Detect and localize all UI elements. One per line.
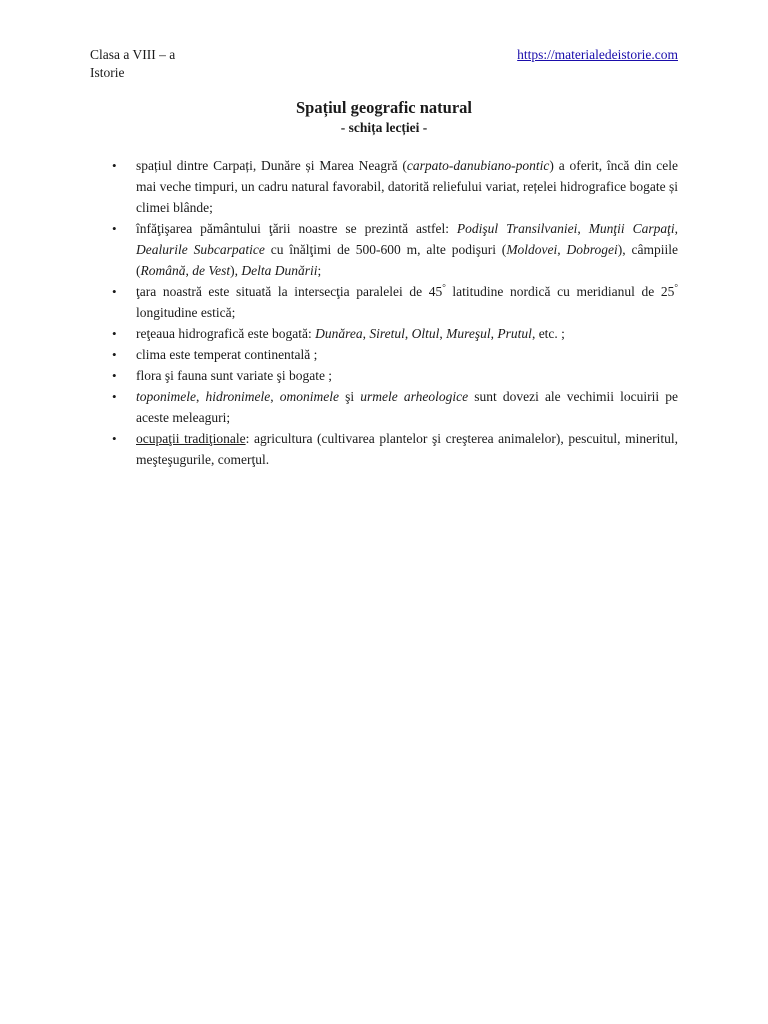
text: , <box>674 221 679 236</box>
underlined-term: ocupaţii tradiţionale <box>136 431 246 446</box>
text: , <box>270 389 280 404</box>
italic-term: Oltul <box>411 326 440 341</box>
italic-term: Dunărea <box>315 326 363 341</box>
italic-term: Mureşul <box>446 326 491 341</box>
text: sunt dovezi ale vechimii locuirii pe aceste meleaguri; <box>136 389 679 425</box>
text: ; <box>317 263 322 278</box>
list-item <box>112 428 678 470</box>
italic-term: urmele arheologice <box>360 389 469 404</box>
bullet-icon: • <box>112 221 117 236</box>
text: spațiul dintre Carpați, Dunăre și Marea Neagră ( <box>136 158 407 173</box>
document-subtitle: - schița lecției - <box>340 120 428 135</box>
header-class: Clasa a VIII – a <box>90 47 176 62</box>
text: , <box>196 389 206 404</box>
text: , <box>439 326 447 341</box>
italic-term: de Vest <box>192 263 231 278</box>
list-item <box>112 344 678 365</box>
bullet-icon: • <box>112 326 117 341</box>
bullet-icon: • <box>112 431 117 446</box>
text: longitudine estică; <box>136 305 236 320</box>
italic-term: Dealurile Subcarpatice <box>136 242 265 257</box>
text: latitudine nordică cu meridianul de 25 <box>445 284 675 299</box>
list-item <box>112 218 678 281</box>
text: clima este temperat continentală ; <box>136 347 318 362</box>
italic-term: Podişul Transilvaniei <box>456 221 578 236</box>
list-item <box>112 365 678 386</box>
text: : agricultura (cultivarea plantelor şi creşterea animalelor), pescuitul, mineritul, meşteşugurile, comerţul. <box>136 431 679 467</box>
header-subject: Istorie <box>90 65 125 80</box>
document-title: Spațiul geografic natural <box>296 98 472 117</box>
italic-term: Moldovei <box>506 242 558 257</box>
text: şi <box>338 389 361 404</box>
degree-sign: ° <box>674 282 678 293</box>
text: , <box>577 221 589 236</box>
text: , <box>490 326 498 341</box>
italic-term: Română <box>140 263 186 278</box>
text: ) a oferit, încă din cele mai veche timpuri, un cadru natural favorabil, datorită reliefului variat, rețelei hidrografice bogate și climei blânde; <box>136 158 678 215</box>
text: reţeaua hidrografică este bogată: <box>136 326 316 341</box>
text: flora şi fauna sunt variate şi bogate ; <box>136 368 333 383</box>
italic-term: Dobrogei <box>566 242 618 257</box>
italic-term: Siretul <box>369 326 405 341</box>
text: ), <box>230 263 242 278</box>
list-item <box>112 281 678 323</box>
italic-term: omonimele <box>279 389 339 404</box>
text: , <box>404 326 412 341</box>
text: ), câmpiile ( <box>136 242 678 278</box>
degree-sign: ° <box>442 282 446 293</box>
list-item <box>112 323 678 344</box>
italic-term: Prutul <box>497 326 532 341</box>
italic-term: carpato-danubiano-pontic <box>406 158 550 173</box>
header-site-link[interactable]: https://materialedeistorie.com <box>517 47 678 62</box>
lesson-bullet-list <box>112 155 678 470</box>
text: înfăţişarea pământului ţării noastre se prezintă astfel: <box>136 221 457 236</box>
text: , etc. ; <box>531 326 565 341</box>
italic-term: Delta Dunării <box>241 263 318 278</box>
list-item <box>112 155 678 218</box>
bullet-icon: • <box>112 368 117 383</box>
italic-term: hidronimele <box>205 389 271 404</box>
bullet-icon: • <box>112 158 117 173</box>
text: ţara noastră este situată la intersecţia paralelei de 45 <box>136 284 443 299</box>
list-item <box>112 386 678 428</box>
text: , <box>185 263 193 278</box>
bullet-icon: • <box>112 389 117 404</box>
bullet-icon: • <box>112 347 117 362</box>
italic-term: Munţii Carpaţi <box>588 221 675 236</box>
text: , <box>557 242 567 257</box>
text: cu înălţimi de 500-600 m, alte podişuri ( <box>264 242 507 257</box>
text: , <box>362 326 370 341</box>
italic-term: toponimele <box>136 389 196 404</box>
header-class-info <box>90 46 175 82</box>
bullet-icon: • <box>112 284 117 299</box>
